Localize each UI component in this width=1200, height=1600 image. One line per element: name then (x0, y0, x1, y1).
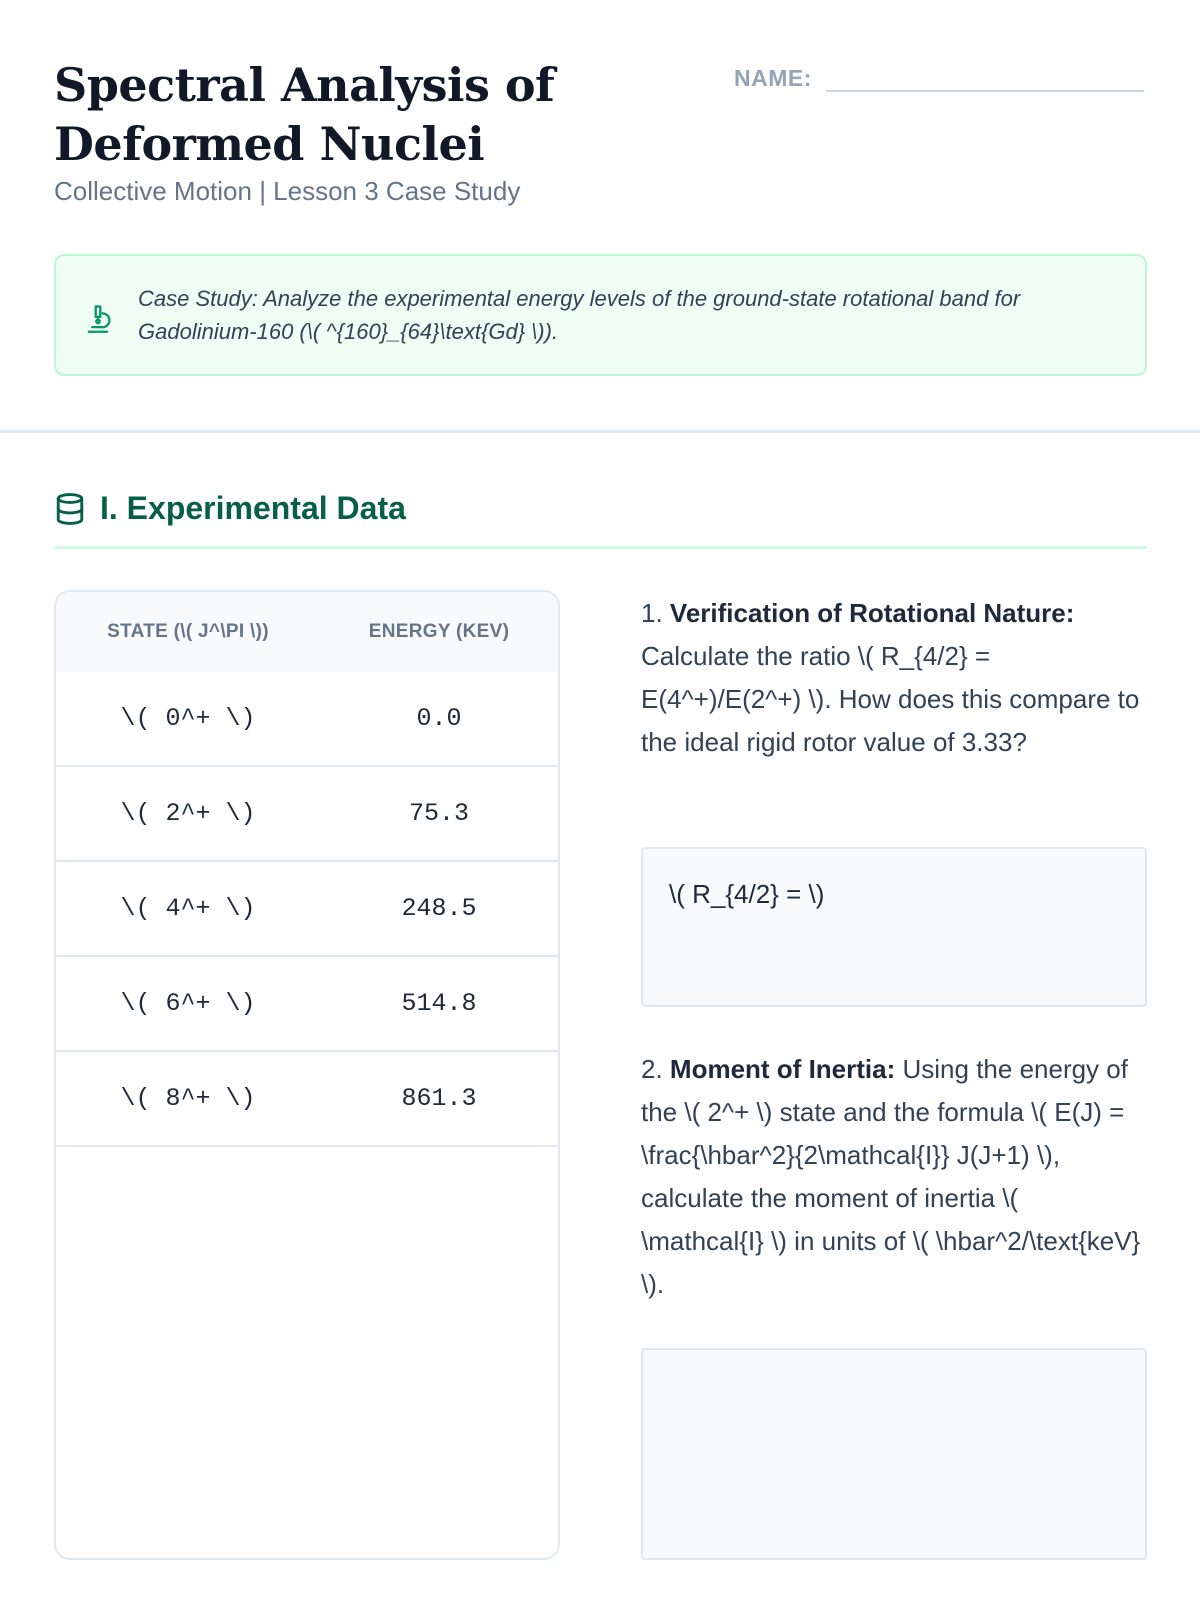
energy-cell: 0.0 (416, 704, 462, 733)
table-row (56, 862, 558, 957)
state-cell: \( 4^+ \) (120, 894, 256, 923)
table-row (56, 957, 558, 1052)
question-number: 1. (641, 598, 663, 628)
name-field-group (734, 60, 1144, 92)
question-body: Using the energy of the \( 2^+ \) state and the formula \( E(J) = \frac{\hbar^2}{2\mathcal{I}} J(J+1) \), calculate the moment of inertia \( \mathcal{I} \) in units of \( \hbar^2/\text{keV} \). (641, 1054, 1141, 1299)
answer-prefix: \( R_{4/2} = \) (669, 879, 825, 909)
energy-cell: 861.3 (401, 1084, 477, 1113)
state-cell: \( 2^+ \) (120, 799, 256, 828)
experimental-data-table (54, 590, 560, 1560)
state-cell: \( 0^+ \) (120, 704, 256, 733)
energy-cell: 514.8 (401, 989, 477, 1018)
database-icon (54, 492, 86, 526)
page-subtitle: Collective Motion | Lesson 3 Case Study (54, 176, 521, 206)
table-row (56, 1052, 558, 1147)
case-study-callout (54, 254, 1147, 376)
question-body: Calculate the ratio \( R_{4/2} = E(4^+)/E(2^+) \). How does this compare to the ideal rigid rotor value of 3.33? (641, 641, 1140, 757)
column-header-state: STATE (\( J^\PI \)) (107, 621, 269, 642)
microscope-icon (84, 302, 112, 334)
worksheet-header (54, 56, 1147, 216)
question-heading: Moment of Inertia: (669, 1054, 896, 1084)
section-title: I. Experimental Data (100, 490, 406, 526)
section-rule (54, 546, 1147, 549)
state-cell: \( 6^+ \) (120, 989, 256, 1018)
answer-box-2[interactable] (641, 1348, 1147, 1560)
table-row (56, 767, 558, 862)
question-1 (641, 592, 1147, 764)
header-divider (0, 430, 1200, 433)
section-heading (54, 490, 406, 527)
case-study-text: Case Study: Analyze the experimental energy levels of the ground-state rotational band for Gadolinium-160 (\( ^{160}_{64}\text{Gd} \)). (138, 286, 1021, 344)
question-heading: Verification of Rotational Nature: (669, 598, 1075, 628)
state-cell: \( 8^+ \) (120, 1084, 256, 1113)
question-2 (641, 1048, 1147, 1306)
page-title: Spectral Analysis of Deformed Nuclei (54, 58, 555, 171)
name-label: NAME: (734, 65, 812, 91)
answer-box-1[interactable] (641, 847, 1147, 1007)
energy-cell: 75.3 (408, 799, 469, 828)
energy-cell: 248.5 (401, 894, 477, 923)
question-number: 2. (641, 1054, 663, 1084)
column-header-energy: ENERGY (KEV) (368, 621, 510, 642)
table-header (56, 592, 558, 672)
table-row (56, 672, 558, 767)
name-input-line[interactable] (826, 60, 1144, 92)
